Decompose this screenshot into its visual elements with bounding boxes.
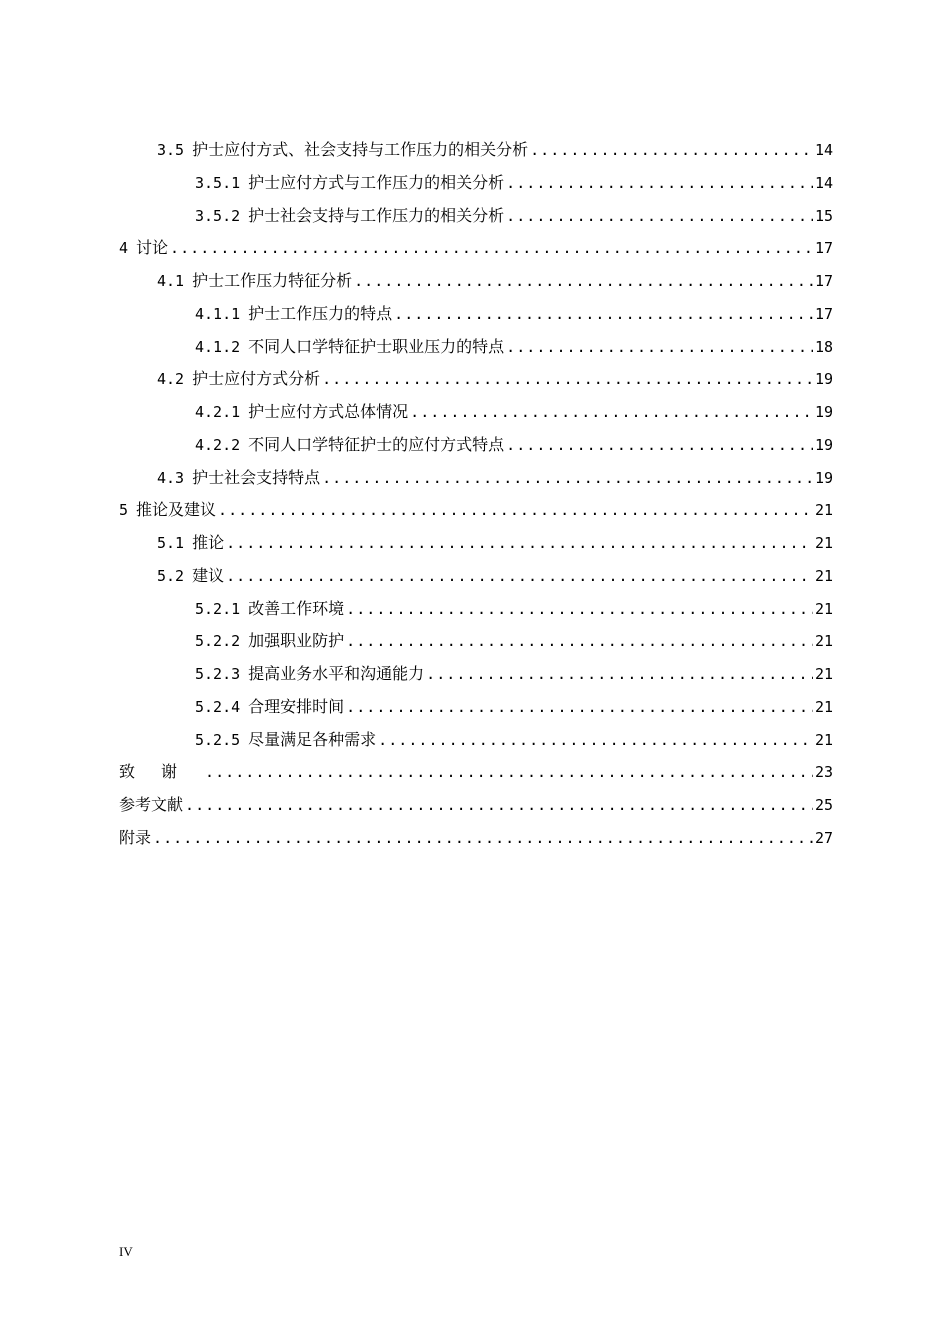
toc-entry[interactable] [119, 396, 833, 429]
toc-entry[interactable] [119, 593, 833, 626]
toc-dot-leader [408, 396, 813, 429]
toc-dot-leader [183, 789, 813, 822]
toc-entry-page: 17 [814, 239, 833, 258]
toc-entry-number: 4.3 [157, 468, 185, 487]
toc-entry-title: 护士应付方式分析 [192, 369, 321, 389]
toc-entry-title: 提高业务水平和沟通能力 [248, 664, 425, 683]
toc-entry[interactable] [119, 494, 833, 527]
toc-entry-number: 5.1 [157, 534, 185, 552]
toc-dot-leader [504, 429, 813, 462]
toc-dot-leader [528, 134, 813, 167]
toc-entry[interactable] [119, 724, 833, 757]
toc-entry-page: 21 [814, 501, 833, 520]
toc-entry-title: 护士应付方式总体情况 [248, 402, 409, 421]
toc-dot-leader [224, 560, 813, 593]
toc-dot-leader [151, 822, 813, 855]
toc-entry-number: 3.5.1 [195, 173, 241, 192]
toc-entry-number: 5.2 [157, 566, 185, 585]
toc-entry-page: 21 [814, 632, 833, 651]
toc-entry-page: 21 [814, 665, 833, 683]
toc-entry-title: 加强职业防护 [248, 631, 345, 651]
toc-entry[interactable] [119, 560, 833, 593]
toc-entry-page: 21 [814, 534, 833, 552]
toc-entry-title: 讨论 [136, 238, 169, 258]
toc-dot-leader [320, 363, 813, 396]
toc-dot-leader [504, 200, 813, 233]
toc-entry-number: 4.2 [157, 370, 185, 389]
toc-entry-page: 23 [814, 763, 833, 782]
toc-entry-number: 4.1.1 [195, 304, 241, 323]
toc-entry-page: 27 [814, 828, 833, 847]
toc-entry-page: 21 [814, 697, 833, 716]
toc-entry-title: 护士社会支持与工作压力的相关分析 [248, 205, 505, 225]
toc-entry-title: 推论及建议 [136, 500, 217, 520]
toc-entry-title: 不同人口学特征护士职业压力的特点 [248, 336, 505, 356]
toc-entry-number: 4.1 [157, 272, 185, 290]
toc-dot-leader [344, 625, 813, 658]
toc-entry-page: 17 [814, 304, 833, 323]
toc-entry-title: 尽量满足各种需求 [248, 729, 377, 749]
toc-dot-leader [376, 724, 813, 757]
toc-entry-number: 5.2.4 [195, 697, 241, 716]
toc-entry-title: 附录 [119, 827, 152, 847]
toc-entry[interactable] [119, 265, 833, 298]
toc-entry-title: 合理安排时间 [248, 696, 345, 716]
table-of-contents [119, 134, 833, 855]
toc-entry-title: 护士应付方式、社会支持与工作压力的相关分析 [192, 140, 529, 159]
toc-entry[interactable] [119, 658, 833, 691]
toc-entry[interactable] [119, 232, 833, 265]
toc-dot-leader [224, 527, 813, 560]
toc-entry-title: 推论 [192, 533, 225, 552]
toc-entry-page: 19 [814, 468, 833, 487]
toc-entry-page: 19 [814, 435, 833, 454]
toc-entry-number: 3.5.2 [195, 206, 241, 225]
toc-entry-page: 15 [814, 206, 833, 225]
toc-entry-page: 21 [814, 730, 833, 749]
toc-entry[interactable] [119, 134, 833, 167]
toc-entry[interactable] [119, 756, 833, 789]
toc-entry-page: 21 [814, 566, 833, 585]
toc-entry-page: 19 [814, 403, 833, 421]
toc-entry[interactable] [119, 167, 833, 200]
toc-entry-number: 4 [119, 239, 129, 258]
toc-entry[interactable] [119, 363, 833, 396]
toc-entry-page: 21 [814, 599, 833, 618]
toc-entry-number: 5.2.2 [195, 632, 241, 651]
toc-entry-number: 4.1.2 [195, 337, 241, 356]
toc-entry-title: 不同人口学特征护士的应付方式特点 [248, 434, 505, 454]
toc-entry-title: 致谢 [119, 762, 204, 782]
toc-dot-leader [424, 658, 813, 691]
toc-entry[interactable] [119, 331, 833, 364]
toc-dot-leader [168, 232, 813, 265]
toc-entry-page: 25 [814, 796, 833, 814]
toc-entry-page: 17 [814, 272, 833, 290]
toc-entry[interactable] [119, 200, 833, 233]
toc-entry[interactable] [119, 625, 833, 658]
toc-entry[interactable] [119, 429, 833, 462]
toc-entry-title: 建议 [192, 565, 225, 585]
toc-entry-number: 3.5 [157, 141, 185, 159]
toc-dot-leader [392, 298, 813, 331]
toc-entry[interactable] [119, 527, 833, 560]
toc-dot-leader [203, 756, 813, 789]
toc-entry[interactable] [119, 691, 833, 724]
toc-entry-title: 护士社会支持特点 [192, 467, 321, 487]
toc-entry[interactable] [119, 462, 833, 495]
toc-dot-leader [504, 331, 813, 364]
toc-entry-number: 5.2.1 [195, 599, 241, 618]
toc-entry-number: 4.2.2 [195, 435, 241, 454]
toc-dot-leader [504, 167, 813, 200]
toc-entry-title: 护士应付方式与工作压力的相关分析 [248, 172, 505, 192]
toc-entry[interactable] [119, 298, 833, 331]
toc-entry-title: 护士工作压力的特点 [248, 303, 393, 323]
toc-dot-leader [320, 462, 813, 495]
toc-entry-number: 5 [119, 501, 129, 520]
toc-entry-number: 5.2.5 [195, 730, 241, 749]
toc-entry-title: 参考文献 [119, 795, 184, 814]
toc-entry-page: 18 [814, 337, 833, 356]
toc-entry-number: 4.2.1 [195, 403, 241, 421]
page-number-footer: IV [119, 1244, 133, 1259]
toc-dot-leader [352, 265, 813, 298]
toc-entry[interactable] [119, 789, 833, 822]
toc-entry-title: 改善工作环境 [248, 598, 345, 618]
toc-dot-leader [344, 593, 813, 626]
toc-dot-leader [216, 494, 813, 527]
toc-entry-page: 14 [814, 141, 833, 159]
toc-entry-page: 14 [814, 173, 833, 192]
toc-entry-page: 19 [814, 370, 833, 389]
toc-entry[interactable] [119, 822, 833, 855]
toc-entry-title: 护士工作压力特征分析 [192, 271, 353, 290]
toc-entry-number: 5.2.3 [195, 665, 241, 683]
toc-dot-leader [344, 691, 813, 724]
